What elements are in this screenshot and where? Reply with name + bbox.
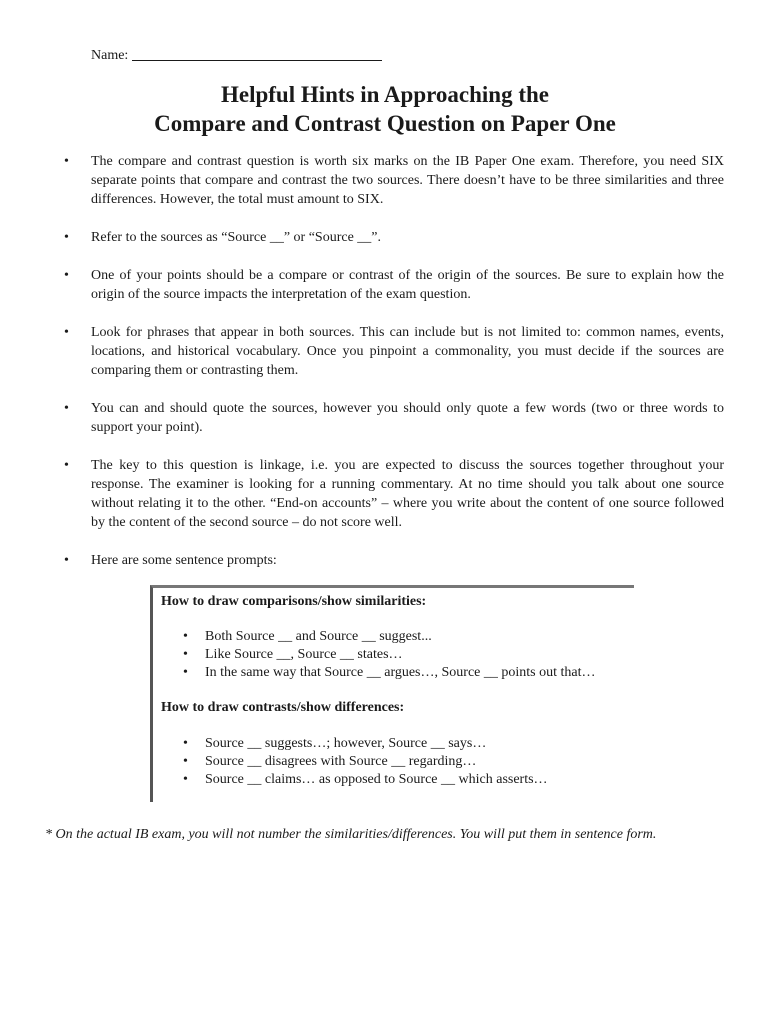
similarity-prompt [153,646,596,664]
difference-prompt [153,735,548,753]
hint-text: One of your points should be a compare or contrast of the origin of the sources. Be sure to explain how the origin of the source impacts the interpretation of the exam question. [91,268,724,302]
similarities-heading: How to draw comparisons/show similarities: [161,594,427,609]
bullet-icon: • [64,154,69,169]
hint-text: The key to this question is linkage, i.e. you are expected to discuss the sources together throughout your response. The examiner is looking for a running commentary. At no time should you talk about one source without relating it to the other. “End-on accounts” – where you write about the content of one source followed by the content of the second source – do not score well. [91,458,724,530]
name-blank-line[interactable] [132,46,382,61]
name-field [91,46,382,64]
sentence-prompts-box [150,585,634,802]
similarity-prompt-text: Like Source __, Source __ states… [205,647,403,662]
hint-text: You can and should quote the sources, however you should only quote a few words (two or three words to support your point). [91,401,724,435]
hint-item [0,456,770,532]
page-title [0,80,770,138]
hint-item [0,152,770,209]
difference-prompt-text: Source __ suggests…; however, Source __ says… [205,736,487,751]
hints-list [0,152,770,589]
similarity-prompt [153,628,596,646]
footnote: * On the actual IB exam, you will not number the similarities/differences. You will put them in sentence form. [45,827,657,842]
hint-item [0,399,770,437]
difference-prompt-text: Source __ disagrees with Source __ regarding… [205,754,477,769]
difference-prompt [153,771,548,789]
bullet-icon: • [64,268,69,283]
hint-text: Refer to the sources as “Source __” or “Source __”. [91,230,382,245]
bullet-icon: • [64,325,69,340]
bullet-icon: • [183,647,188,662]
hint-item [0,266,770,304]
bullet-icon: • [64,401,69,416]
similarity-prompt-text: Both Source __ and Source __ suggest... [205,629,432,644]
similarity-prompt-text: In the same way that Source __ argues…, Source __ points out that… [205,665,596,680]
bullet-icon: • [64,553,69,568]
hint-item [0,323,770,380]
bullet-icon: • [183,736,188,751]
similarity-prompt [153,664,596,682]
bullet-icon: • [183,772,188,787]
difference-prompt [153,753,548,771]
name-label: Name: [91,48,129,63]
differences-heading: How to draw contrasts/show differences: [161,700,405,715]
differences-list [153,735,548,789]
hint-item [0,551,770,570]
hint-text: Here are some sentence prompts: [91,553,277,568]
bullet-icon: • [183,629,188,644]
bullet-icon: • [183,665,188,680]
title-line-1: Helpful Hints in Approaching the [220,82,550,107]
bullet-icon: • [64,458,69,473]
difference-prompt-text: Source __ claims… as opposed to Source __ which asserts… [205,772,548,787]
similarities-list [153,628,596,682]
bullet-icon: • [183,754,188,769]
title-line-2: Compare and Contrast Question on Paper One [154,111,616,136]
hint-item [0,228,770,247]
hint-text: Look for phrases that appear in both sources. This can include but is not limited to: common names, events, locations, and historical vocabulary. Once you pinpoint a commonality, you must decide if the sources are comparing them or contrasting them. [91,325,724,378]
hint-text: The compare and contrast question is worth six marks on the IB Paper One exam. Therefore, you need SIX separate points that compare and contrast the two sources. There doesn’t have to be three similarities and three differences. However, the total must amount to SIX. [91,154,724,207]
bullet-icon: • [64,230,69,245]
